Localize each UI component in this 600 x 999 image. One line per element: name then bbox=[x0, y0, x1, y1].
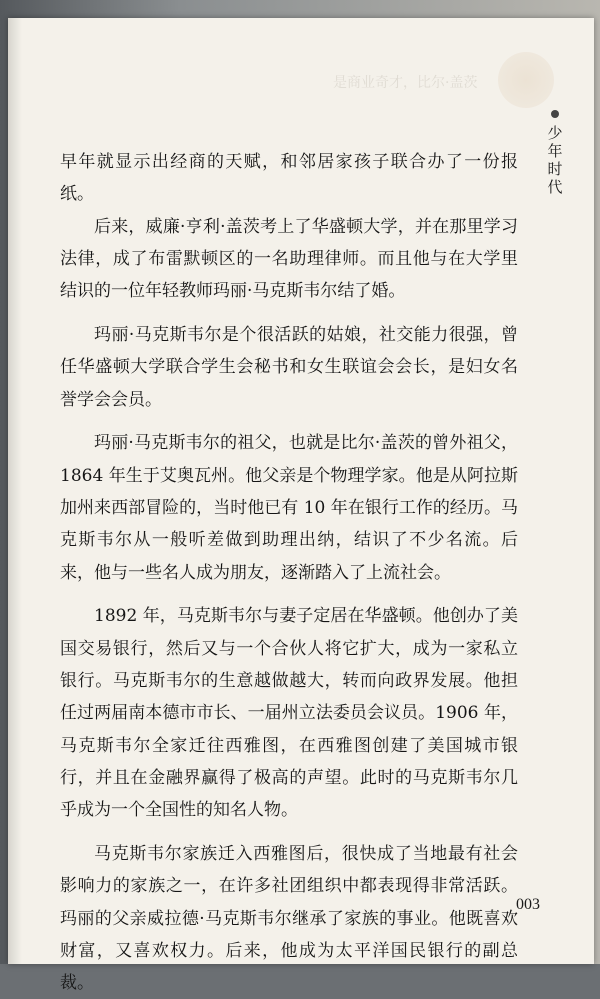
paragraph: 玛丽·马克斯韦尔是个很活跃的姑娘，社交能力很强，曾任华盛顿大学联合学生会秘书和女生联谊会会长，是妇女名誉学会会员。 bbox=[60, 324, 518, 410]
paragraph: 马克斯韦尔家族迁入西雅图后，很快成了当地最有社会影响力的家族之一，在许多社团组织中都表现得非常活跃。玛丽的父亲威拉德·马克斯韦尔继承了家族的事业。他既喜欢财富，又喜欢权力。后来，他成为太平洋国民银行的副总裁。 bbox=[60, 843, 518, 994]
page-gutter-shadow bbox=[8, 18, 22, 964]
body-text bbox=[60, 146, 518, 999]
bullet-dot-icon bbox=[551, 110, 559, 118]
chapter-title-char: 少 bbox=[547, 124, 563, 142]
book-page bbox=[8, 18, 594, 994]
paragraph: 早年就显示出经商的天赋，和邻居家孩子联合办了一份报纸。 bbox=[60, 152, 518, 205]
chapter-title-vertical bbox=[543, 124, 567, 196]
paragraph: 玛丽·马克斯韦尔的祖父，也就是比尔·盖茨的曾外祖父，1864 年生于艾奥瓦州。他父亲是个物理学家。他是从阿拉斯加州来西部冒险的，当时他已有 10 年在银行工作的经历。马克斯韦尔从一般听差做到助理出纳，结识了不少名流。后来，他与一些名人成为朋友，逐渐踏入了上流社会。 bbox=[60, 433, 518, 583]
page-number: 003 bbox=[516, 896, 540, 913]
chapter-title-char: 时 bbox=[547, 160, 563, 178]
bleed-through-header: 是商业奇才，比尔·盖茨 bbox=[333, 75, 478, 91]
chapter-side-tab bbox=[543, 110, 567, 196]
chapter-title-char: 代 bbox=[547, 178, 563, 196]
chapter-title-char: 年 bbox=[547, 142, 563, 160]
paragraph: 后来，威廉·亨利·盖茨考上了华盛顿大学，并在那里学习法律，成了布雷默顿区的一名助理律师。而且他与在大学里结识的一位年轻教师玛丽·马克斯韦尔结了婚。 bbox=[60, 216, 518, 302]
paragraph: 1892 年，马克斯韦尔与妻子定居在华盛顿。他创办了美国交易银行，然后又与一个合伙人将它扩大，成为一家私立银行。马克斯韦尔的生意越做越大，转而向政界发展。他担任过两届南本德市市长、一届州立法委员会议员。1906 年，马克斯韦尔全家迁往西雅图，在西雅图创建了美国城市银行，并且在金融界赢得了极高的声望。此时的马克斯韦尔几乎成为一个全国性的知名人物。 bbox=[60, 606, 518, 821]
